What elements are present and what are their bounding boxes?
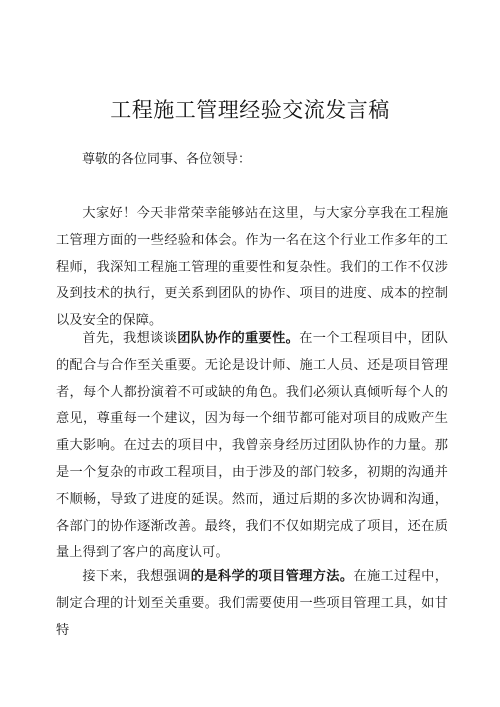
paragraph-methods-lead: 接下来，我想强调	[82, 569, 191, 584]
paragraph-teamwork-emphasis: 团队协作的重要性。	[177, 331, 300, 346]
salutation: 尊敬的各位同事、各位领导：	[82, 152, 252, 167]
paragraph-teamwork-lead: 首先，我想谈谈	[82, 331, 178, 346]
paragraph-methods	[56, 564, 448, 644]
paragraph-methods-emphasis: 的是科学的项目管理方法。	[190, 569, 354, 584]
paragraph-intro: 大家好！今天非常荣幸能够站在这里，与大家分享我在工程施工管理方面的一些经验和体会。作为一名在这个行业工作多年的工程师，我深知工程施工管理的重要性和复杂性。我们的工作不仅涉及到技术的执行，更关系到团队的协作、项目的进度、成本的控制以及安全的保障。	[56, 206, 448, 329]
paragraph-methods-body: 在施工过程中，制定合理的计划至关重要。我们需要使用一些项目管理工具，如甘特	[56, 569, 448, 638]
paragraph-teamwork-body: 在一个工程项目中，团队的配合与合作至关重要。无论是设计师、施工人员、还是项目管理者，每个人都扮演着不可或缺的角色。我们必须认真倾听每个人的意见，尊重每一个建议，因为每一个细节都可能对项目的成败产生重大影响。在过去的项目中，我曾亲身经历过团队协作的力量。那是一个复杂的市政工程项目，由于涉及的部门较多，初期的沟通并不顺畅，导致了进度的延误。然而，通过后期的多次协调和沟通，各部门的协作逐渐改善。最终，我们不仅如期完成了项目，还在质量上得到了客户的高度认可。	[56, 331, 448, 561]
page-title: 工程施工管理经验交流发言稿	[110, 98, 390, 122]
paragraph-teamwork	[56, 326, 448, 567]
